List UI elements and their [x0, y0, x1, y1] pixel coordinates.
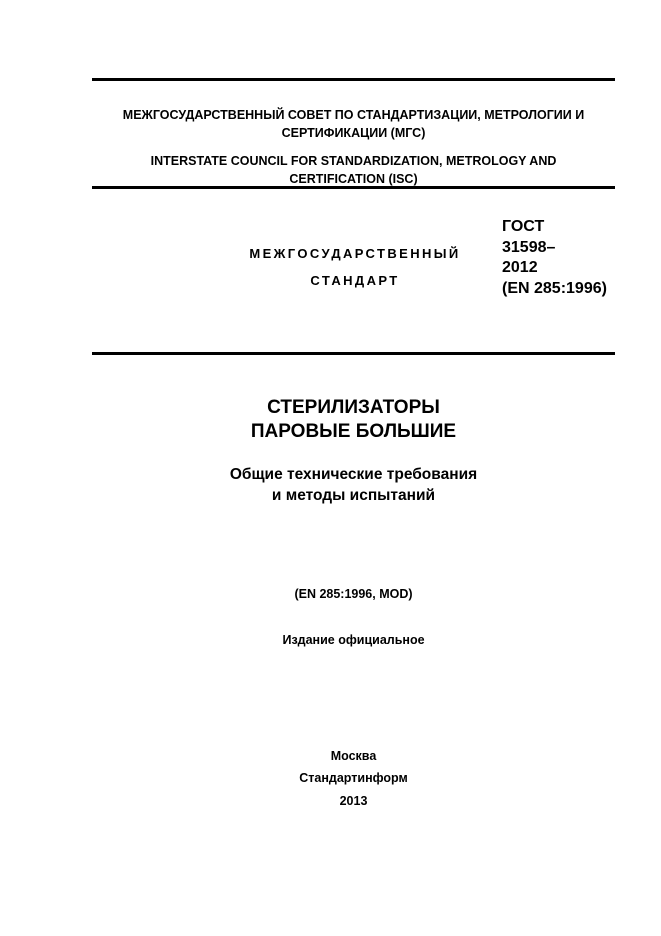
gost-line-2: 31598–	[502, 238, 556, 256]
gost-line-4: (EN 285:1996)	[502, 279, 607, 297]
imprint-publisher: Стандартинформ	[299, 771, 408, 785]
lower-divider	[92, 352, 615, 355]
document-title	[92, 396, 615, 444]
gost-line-1: ГОСТ	[502, 218, 545, 235]
standard-type-line-1: МЕЖГОСУДАРСТВЕННЫЙ	[249, 246, 461, 261]
standard-type-line-2: СТАНДАРТ	[310, 273, 400, 288]
council-en-line-2: CERTIFICATION (ISC)	[289, 172, 418, 186]
council-ru-line-1: МЕЖГОСУДАРСТВЕННЫЙ СОВЕТ ПО СТАНДАРТИЗАЦИИ, МЕТРОЛОГИИ И	[122, 108, 585, 122]
title-line-1: СТЕРИЛИЗАТОРЫ	[267, 397, 440, 418]
council-en-line-1: INTERSTATE COUNCIL FOR STANDARDIZATION, METROLOGY AND	[150, 154, 557, 168]
edition-note: Издание официальное	[282, 633, 425, 647]
gost-line-3: 2012	[502, 259, 538, 276]
council-ru-line-2: СЕРТИФИКАЦИИ (МГС)	[281, 126, 426, 140]
title-line-2: ПАРОВЫЕ БОЛЬШИЕ	[250, 421, 457, 442]
gost-designation	[502, 217, 607, 299]
document-subtitle	[92, 464, 615, 506]
council-name-russian	[92, 106, 615, 142]
top-divider	[92, 78, 615, 81]
middle-divider	[92, 186, 615, 189]
council-name-english	[92, 152, 615, 188]
imprint-city: Москва	[330, 749, 377, 763]
imprint-year: 2013	[339, 794, 368, 808]
en-reference: (EN 285:1996, MOD)	[294, 587, 413, 601]
subtitle-line-2: и методы испытаний	[271, 487, 436, 504]
subtitle-line-1: Общие технические требования	[229, 466, 478, 483]
